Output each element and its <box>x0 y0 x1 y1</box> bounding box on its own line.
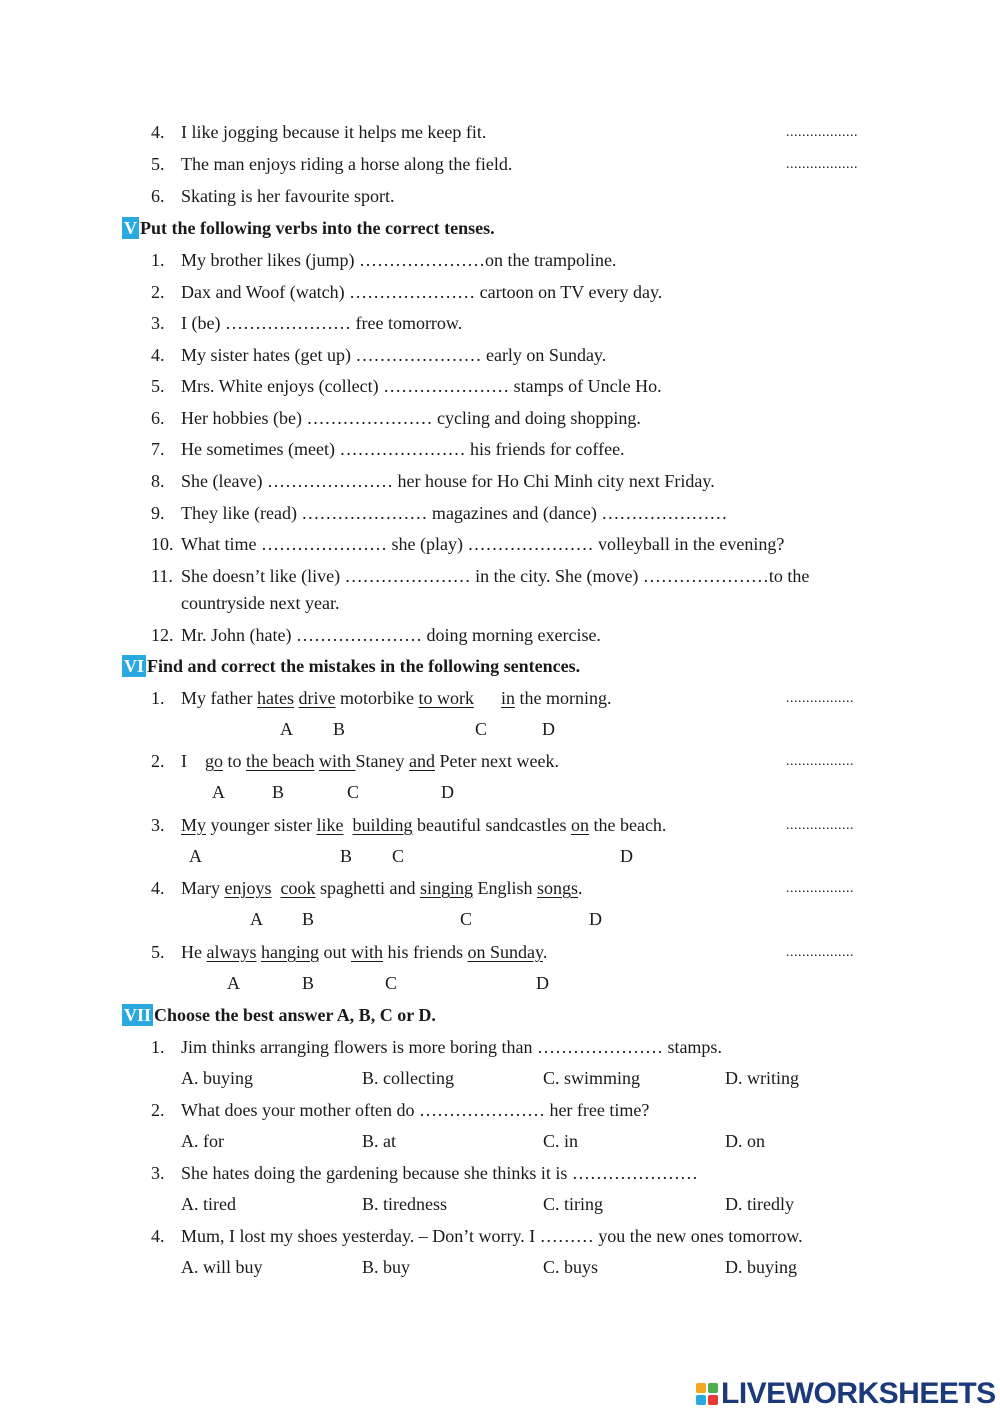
sentence-continuation: countryside next year. <box>181 593 340 613</box>
sentence-text: beautiful sandcastles <box>412 815 571 835</box>
section-title: Choose the best answer A, B, C or D. <box>154 1005 436 1025</box>
sentence: My sister hates (get up) ………………… early on Sunday. <box>181 345 607 365</box>
answer-blank[interactable]: .................. <box>786 125 858 140</box>
answer-option[interactable]: A. tired <box>181 1194 236 1214</box>
underlined-option: on Sunday <box>467 942 543 962</box>
item-number: 3. <box>151 815 165 835</box>
sentence-text: his friends <box>383 942 468 962</box>
underlined-option: with <box>318 751 356 771</box>
option-letter-b: B <box>333 719 346 739</box>
sentence-text: My father <box>181 688 257 708</box>
option-letter-c: C <box>392 846 405 866</box>
item-number: 6. <box>151 186 165 206</box>
sentence-text <box>272 878 281 898</box>
item-number: 4. <box>151 122 165 142</box>
item-number: 10. <box>151 534 174 554</box>
sentence: They like (read) ………………… magazines and (dance) ………………… <box>181 503 728 523</box>
question: What does your mother often do ………………… her free time? <box>181 1100 650 1120</box>
option-letter-d: D <box>536 973 549 993</box>
option-letter-a: A <box>212 782 225 802</box>
item-number: 1. <box>151 688 165 708</box>
answer-option[interactable]: C. swimming <box>543 1068 641 1088</box>
question: Jim thinks arranging flowers is more boring than ………………… stamps. <box>181 1037 722 1057</box>
item-number: 11. <box>151 566 173 586</box>
underlined-option: with <box>351 942 384 962</box>
answer-option[interactable]: B. collecting <box>362 1068 454 1088</box>
underlined-option: and <box>409 751 435 771</box>
option-letter-c: C <box>475 719 488 739</box>
underlined-option: like <box>316 815 344 835</box>
section-number-badge: VII <box>124 1005 152 1025</box>
sentence: She (leave) ………………… her house for Ho Chi Minh city next Friday. <box>181 471 715 491</box>
sentence: Mrs. White enjoys (collect) ………………… stamps of Uncle Ho. <box>181 376 662 396</box>
underlined-option: enjoys <box>224 878 272 898</box>
option-letter-d: D <box>620 846 633 866</box>
option-letter-b: B <box>340 846 353 866</box>
sentence-text: spaghetti and <box>315 878 420 898</box>
option-letter-b: B <box>302 909 315 929</box>
sentence-text: younger sister <box>206 815 317 835</box>
sentence-text: Staney <box>355 751 409 771</box>
sentence: Her hobbies (be) ………………… cycling and doing shopping. <box>181 408 641 428</box>
sentence-text: English <box>473 878 538 898</box>
sentence: Mr. John (hate) ………………… doing morning exercise. <box>181 625 601 645</box>
underlined-option: always <box>206 942 257 962</box>
answer-option[interactable]: A. for <box>181 1131 224 1151</box>
underlined-option: go <box>205 751 223 771</box>
answer-option[interactable]: C. tiring <box>543 1194 604 1214</box>
item-number: 1. <box>151 250 165 270</box>
option-letter-a: A <box>189 846 202 866</box>
underlined-option: singing <box>419 878 473 898</box>
answer-blank[interactable]: ................. <box>786 945 854 960</box>
sentence <box>181 877 583 899</box>
option-letter-b: B <box>272 782 285 802</box>
underlined-option: drive <box>298 688 336 708</box>
item-number: 7. <box>151 439 165 459</box>
underlined-option: songs <box>537 878 579 898</box>
option-letter-a: A <box>250 909 263 929</box>
sentence-text: Peter next week. <box>435 751 559 771</box>
sentence-text: . <box>578 878 583 898</box>
item-number: 4. <box>151 1226 165 1246</box>
item-number: 5. <box>151 376 165 396</box>
item-number: 2. <box>151 751 165 771</box>
sentence: She doesn’t like (live) ………………… in the city. She (move) …………………to the <box>181 566 810 586</box>
option-letter-d: D <box>441 782 454 802</box>
item-number: 1. <box>151 1037 165 1057</box>
answer-option[interactable]: A. buying <box>181 1068 253 1088</box>
answer-option[interactable]: D. buying <box>725 1257 797 1277</box>
sentence-text <box>344 815 353 835</box>
item-number: 12. <box>151 625 174 645</box>
sentence-text: Mary <box>181 878 225 898</box>
item-number: 6. <box>151 408 165 428</box>
sentence-text: He <box>181 942 207 962</box>
option-letter-d: D <box>542 719 555 739</box>
sentence-text: the morning. <box>514 688 612 708</box>
sentence: Dax and Woof (watch) ………………… cartoon on TV every day. <box>181 282 663 302</box>
sentence: Skating is her favourite sport. <box>181 186 395 206</box>
underlined-option: My <box>181 815 207 835</box>
answer-option[interactable]: C. buys <box>543 1257 599 1277</box>
sentence <box>181 687 611 709</box>
item-number: 9. <box>151 503 165 523</box>
liveworksheets-logo-icon <box>696 1383 718 1405</box>
answer-option[interactable]: C. in <box>543 1131 579 1151</box>
liveworksheets-logo <box>696 1378 996 1410</box>
item-number: 5. <box>151 942 165 962</box>
sentence: My brother likes (jump) …………………on the trampoline. <box>181 250 617 270</box>
answer-option[interactable]: D. writing <box>725 1068 799 1088</box>
answer-option[interactable]: D. on <box>725 1131 765 1151</box>
item-number: 3. <box>151 313 165 333</box>
sentence-text: . <box>542 942 548 962</box>
option-letter-c: C <box>385 973 398 993</box>
answer-blank[interactable]: ................. <box>786 754 854 769</box>
answer-blank[interactable]: ................. <box>786 691 854 706</box>
answer-blank[interactable]: .................. <box>786 157 858 172</box>
item-number: 4. <box>151 878 165 898</box>
sentence-text: I <box>181 751 205 771</box>
option-letter-c: C <box>460 909 473 929</box>
item-number: 4. <box>151 345 165 365</box>
underlined-option: to work <box>418 688 474 708</box>
answer-option[interactable]: B. buy <box>362 1257 411 1277</box>
sentence <box>181 750 559 772</box>
underlined-option: hates <box>256 688 294 708</box>
section-number-badge: VI <box>124 656 145 676</box>
section-number-badge: V <box>124 218 137 238</box>
underlined-option: cook <box>280 878 316 898</box>
underlined-option: hanging <box>260 942 319 962</box>
question: Mum, I lost my shoes yesterday. – Don’t worry. I ……… you the new ones tomorrow. <box>181 1226 803 1246</box>
section-vi-heading <box>122 655 580 677</box>
sentence-text: the beach. <box>588 815 667 835</box>
answer-option[interactable]: D. tiredly <box>725 1194 794 1214</box>
sentence <box>181 814 666 836</box>
item-number: 2. <box>151 1100 165 1120</box>
section-v-heading <box>122 217 495 239</box>
sentence <box>181 941 547 963</box>
option-letter-a: A <box>280 719 293 739</box>
answer-option[interactable]: B. at <box>362 1131 396 1151</box>
underlined-option: building <box>352 815 413 835</box>
sentence-text: out <box>318 942 351 962</box>
answer-blank[interactable]: ................. <box>786 881 854 896</box>
item-number: 2. <box>151 282 165 302</box>
item-number: 3. <box>151 1163 165 1183</box>
sentence: He sometimes (meet) ………………… his friends for coffee. <box>181 439 625 459</box>
sentence: What time ………………… she (play) ………………… volleyball in the evening? <box>181 534 785 554</box>
question: She hates doing the gardening because she thinks it is ………………… <box>181 1163 698 1183</box>
option-letter-b: B <box>302 973 315 993</box>
sentence: I like jogging because it helps me keep fit. <box>181 122 487 142</box>
option-letter-d: D <box>589 909 602 929</box>
section-title: Find and correct the mistakes in the following sentences. <box>147 656 581 676</box>
item-number: 8. <box>151 471 165 491</box>
item-number: 5. <box>151 154 165 174</box>
sentence: I (be) ………………… free tomorrow. <box>181 313 463 333</box>
sentence-text: motorbike <box>335 688 419 708</box>
answer-option[interactable]: B. tiredness <box>362 1194 447 1214</box>
section-vii-heading <box>122 1004 436 1026</box>
sentence: The man enjoys riding a horse along the field. <box>181 154 513 174</box>
answer-option[interactable]: A. will buy <box>181 1257 263 1277</box>
section-title: Put the following verbs into the correct tenses. <box>140 218 495 238</box>
underlined-option: the beach <box>246 751 315 771</box>
sentence-text <box>474 688 501 708</box>
option-letter-c: C <box>347 782 360 802</box>
underlined-option: on <box>570 815 589 835</box>
logo-text: LIVEWORKSHEETS <box>721 1377 996 1410</box>
underlined-option: in <box>500 688 515 708</box>
sentence-text: to <box>223 751 247 771</box>
answer-blank[interactable]: ................. <box>786 818 854 833</box>
option-letter-a: A <box>227 973 240 993</box>
